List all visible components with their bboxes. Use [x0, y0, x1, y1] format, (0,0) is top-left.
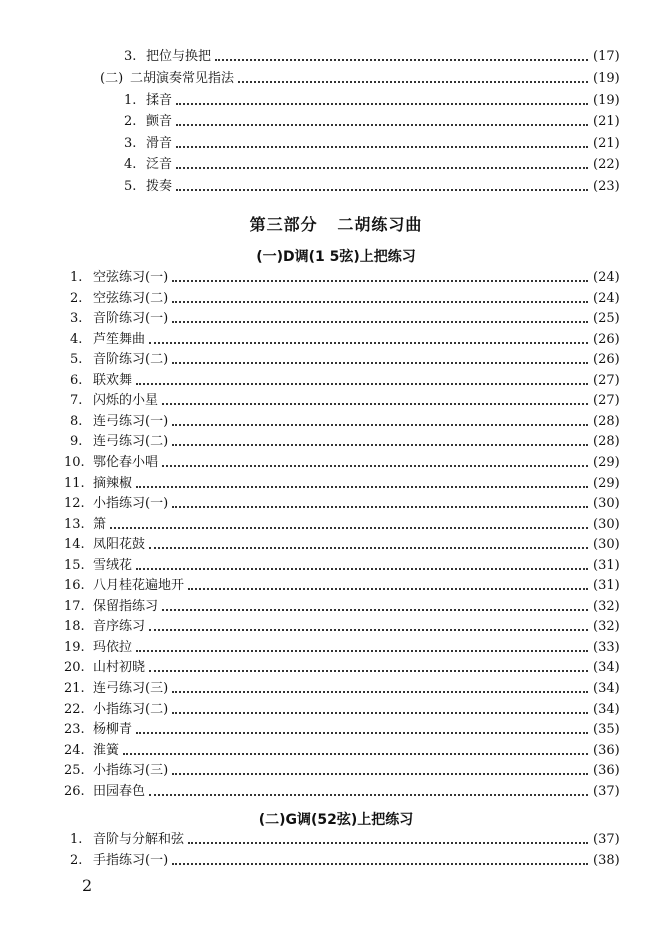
entry-page: (30): [593, 537, 620, 553]
toc-entry: [0, 515, 672, 535]
entry-page: (25): [593, 311, 620, 327]
entry-title: 音阶与分解和弦: [93, 832, 185, 847]
entry-page: (30): [593, 496, 620, 512]
leader-dots: [176, 189, 588, 191]
leader-dots: [172, 863, 588, 865]
leader-dots: [149, 342, 588, 344]
entry-page: (22): [593, 157, 620, 172]
toc-entry: [0, 556, 672, 576]
leader-dots: [149, 794, 588, 796]
entry-page: (28): [593, 413, 620, 429]
entry-page: (21): [593, 136, 620, 151]
entry-page: (29): [593, 454, 620, 470]
toc-entry: [0, 47, 672, 67]
leader-dots: [149, 670, 588, 672]
toc-entry: [0, 330, 672, 350]
toc-entry: [0, 474, 672, 494]
entry-page: (26): [593, 352, 620, 368]
leader-dots: [172, 691, 588, 693]
leader-dots: [215, 59, 588, 61]
entry-page: (34): [593, 660, 620, 676]
entry-number: 3.: [70, 311, 83, 327]
entry-number: 26.: [64, 783, 85, 799]
entry-number: 23.: [64, 722, 85, 738]
toc-entry: [0, 576, 672, 596]
leader-dots: [172, 424, 588, 426]
entry-title: 空弦练习(二): [93, 290, 169, 306]
entry-page: (32): [593, 598, 620, 614]
toc-entry: [0, 112, 672, 132]
leader-dots: [238, 81, 588, 83]
entry-page: (24): [593, 270, 620, 285]
entry-page: (29): [593, 475, 620, 491]
toc-entry: [0, 155, 672, 175]
entry-number: 14.: [64, 537, 85, 553]
entry-title: 连弓练习(一): [93, 413, 169, 429]
entry-title: 凤阳花鼓: [93, 537, 146, 553]
entry-page: (38): [593, 853, 620, 868]
entry-page: (36): [593, 763, 620, 779]
part-title: 第三部分 二胡练习曲: [249, 215, 423, 234]
entry-title: 连弓练习(二): [93, 434, 169, 450]
entry-number: 3.: [124, 136, 137, 151]
entry-number: 12.: [64, 496, 85, 512]
entry-page: (31): [593, 557, 620, 573]
leader-dots: [162, 465, 588, 467]
toc-entry: [0, 494, 672, 514]
toc-entry: [0, 720, 672, 740]
entry-number: 13.: [64, 516, 85, 532]
toc-entry: [0, 658, 672, 678]
entry-number: 1.: [124, 93, 137, 108]
entry-title: 山村初晓: [93, 660, 146, 676]
toc-entry: [0, 597, 672, 617]
entry-title: 颤音: [146, 114, 173, 129]
entry-page: (33): [593, 639, 620, 655]
leader-dots: [176, 146, 588, 148]
entry-page: (36): [593, 742, 620, 758]
entry-page: (28): [593, 434, 620, 450]
entry-title: 雪绒花: [93, 557, 133, 573]
entry-number: 2.: [70, 853, 83, 868]
entry-title: 滑音: [146, 136, 173, 151]
entry-page: (37): [593, 783, 620, 799]
toc-entry: [0, 830, 672, 850]
entry-page: (27): [593, 393, 620, 409]
entry-title: 音阶练习(一): [93, 311, 169, 327]
leader-dots: [176, 103, 588, 105]
toc-entry: [0, 268, 672, 288]
leader-dots: [136, 486, 588, 488]
entry-title: 手指练习(一): [93, 853, 169, 868]
entry-number: 5.: [124, 179, 137, 194]
entry-number: 24.: [64, 742, 85, 758]
entry-page: (17): [593, 49, 620, 64]
entry-title: 音阶练习(二): [93, 352, 169, 368]
toc-entry: [0, 700, 672, 720]
entry-number: 16.: [64, 578, 85, 594]
entry-number: 19.: [64, 639, 85, 655]
entry-number: 5.: [70, 352, 83, 368]
entry-page: (34): [593, 701, 620, 717]
toc-entry: [0, 289, 672, 309]
leader-dots: [188, 842, 588, 844]
entry-title: 芦笙舞曲: [93, 331, 146, 347]
leader-dots: [136, 732, 588, 734]
toc-entry: [0, 782, 672, 802]
entry-number: 2.: [124, 114, 137, 129]
entry-number: 2.: [70, 290, 83, 306]
entry-title: 淮簧: [93, 742, 120, 758]
entry-page: (26): [593, 331, 620, 347]
entry-page: (35): [593, 722, 620, 738]
entry-title: 小指练习(三): [93, 763, 169, 779]
entry-title: 鄂伦春小唱: [93, 454, 159, 470]
leader-dots: [172, 773, 588, 775]
entry-number: 7.: [70, 393, 83, 409]
leader-dots: [136, 650, 588, 652]
toc-entry: [0, 535, 672, 555]
leader-dots: [136, 568, 588, 570]
entry-page: (31): [593, 578, 620, 594]
entry-number: 18.: [64, 619, 85, 635]
leader-dots: [172, 506, 588, 508]
entry-title: 小指练习(二): [93, 701, 169, 717]
toc-entry: [0, 69, 672, 89]
leader-dots: [176, 167, 588, 169]
section-g-title: (二)G调(52弦)上把练习: [258, 812, 414, 828]
entry-page: (19): [593, 93, 620, 108]
entry-title: 箫: [93, 516, 107, 532]
leader-dots: [123, 753, 588, 755]
entry-number: 10.: [64, 454, 85, 470]
entry-title: 泛音: [146, 157, 173, 172]
entry-title: 空弦练习(一): [93, 270, 169, 285]
entry-title: 联欢舞: [93, 372, 133, 388]
entry-page: (24): [593, 290, 620, 306]
leader-dots: [172, 362, 588, 364]
entry-title: 音序练习: [93, 619, 146, 635]
entry-title: 拨奏: [146, 179, 173, 194]
entry-page: (21): [593, 114, 620, 129]
entry-number: 11.: [64, 475, 85, 491]
leader-dots: [172, 321, 588, 323]
toc-entry: [0, 309, 672, 329]
entry-number: 9.: [70, 434, 83, 450]
entry-number: 17.: [64, 598, 85, 614]
entry-page: (23): [593, 179, 620, 194]
leader-dots: [176, 124, 588, 126]
toc-entry: [0, 371, 672, 391]
leader-dots: [136, 383, 588, 385]
entry-title: 小指练习(一): [93, 496, 169, 512]
leader-dots: [162, 403, 588, 405]
entry-page: (27): [593, 372, 620, 388]
entry-title: 连弓练习(三): [93, 681, 169, 696]
entry-title: 玛依拉: [93, 639, 133, 655]
toc-entry: [0, 851, 672, 871]
toc-entry: [0, 391, 672, 411]
entry-title: 二胡演奏常见指法: [130, 71, 235, 86]
leader-dots: [149, 629, 588, 631]
entry-title: 摘辣椒: [93, 475, 133, 491]
entry-number: 15.: [64, 557, 85, 573]
entry-number: 1.: [70, 270, 83, 285]
entry-page: (30): [593, 516, 620, 532]
entry-title: 保留指练习: [93, 598, 159, 614]
section-d-title: (一)D调(1 5弦)上把练习: [256, 249, 416, 265]
entry-number: 4.: [70, 331, 83, 347]
toc-entry: [0, 761, 672, 781]
toc-entry: [0, 177, 672, 197]
entry-number: 3.: [124, 49, 137, 64]
entry-title: 八月桂花遍地开: [93, 578, 185, 594]
leader-dots: [162, 609, 588, 611]
toc-entry: [0, 617, 672, 637]
entry-page: (32): [593, 619, 620, 635]
toc-entry: [0, 91, 672, 111]
entry-page: (34): [593, 681, 620, 696]
page-number: 2: [82, 876, 93, 895]
leader-dots: [172, 712, 588, 714]
entry-title: 杨柳青: [93, 722, 133, 738]
entry-number: 20.: [64, 660, 85, 676]
toc-entry: [0, 741, 672, 761]
toc-entry: [0, 350, 672, 370]
entry-title: 把位与换把: [146, 49, 212, 64]
toc-entry: [0, 432, 672, 452]
entry-number: 21.: [64, 681, 85, 696]
entry-number: 22.: [64, 701, 85, 717]
entry-number: 4.: [124, 157, 137, 172]
entry-number: 25.: [64, 763, 85, 779]
entry-title: 闪烁的小星: [93, 393, 159, 409]
leader-dots: [172, 301, 588, 303]
leader-dots: [172, 280, 588, 282]
entry-page: (37): [593, 832, 620, 847]
entry-title: 田园春色: [93, 783, 146, 799]
entry-number: 8.: [70, 413, 83, 429]
leader-dots: [110, 527, 588, 529]
toc-entry: [0, 134, 672, 154]
entry-title: 揉音: [146, 93, 173, 108]
entry-number: (二): [100, 71, 124, 86]
leader-dots: [149, 547, 588, 549]
toc-entry: [0, 453, 672, 473]
entry-number: 1.: [70, 832, 83, 847]
leader-dots: [188, 588, 588, 590]
entry-number: 6.: [70, 372, 83, 388]
leader-dots: [172, 444, 588, 446]
toc-entry: [0, 412, 672, 432]
toc-entry: [0, 638, 672, 658]
entry-page: (19): [593, 71, 620, 86]
toc-entry: [0, 679, 672, 699]
